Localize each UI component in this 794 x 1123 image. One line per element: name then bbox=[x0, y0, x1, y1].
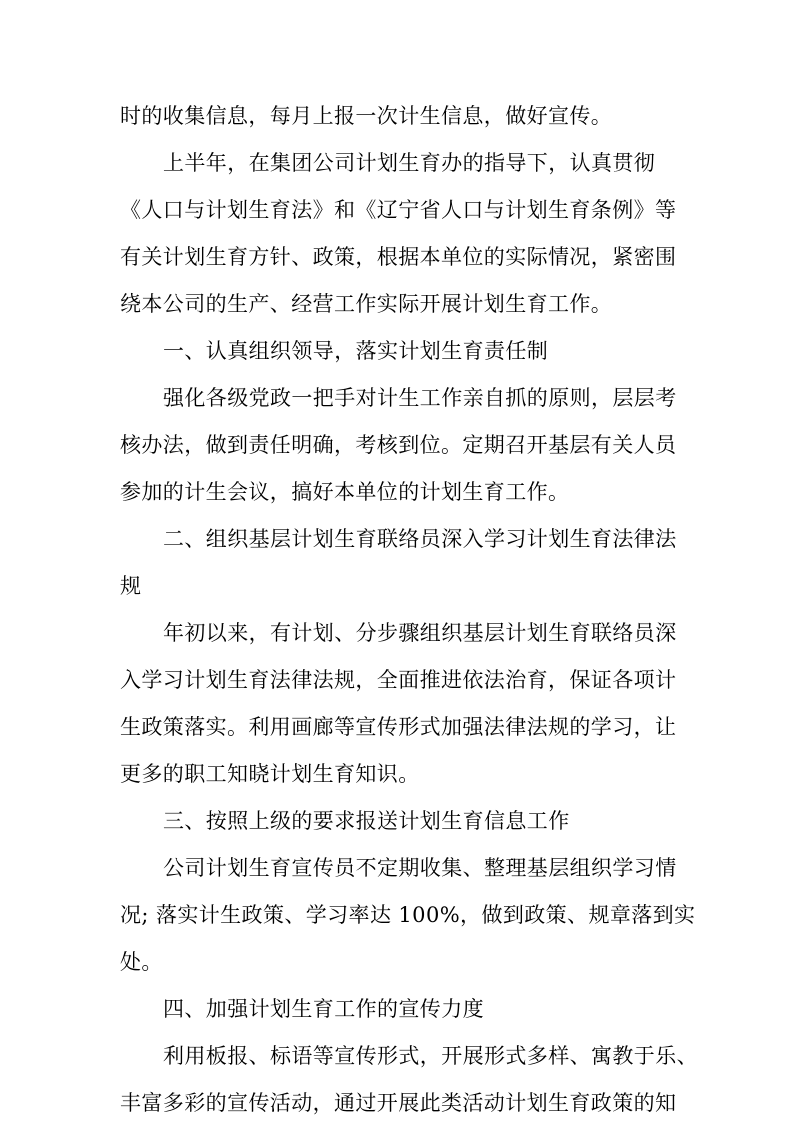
text-line: 参加的计生会议，搞好本单位的计划生育工作。 bbox=[120, 480, 570, 504]
section-heading-1: 一、认真组织领导，落实计划生育责任制 bbox=[163, 339, 549, 363]
paragraph-first-line: 强化各级党政一把手对计生工作亲自抓的原则，层层考 bbox=[163, 386, 677, 410]
text-line: 更多的职工知晓计划生育知识。 bbox=[120, 762, 420, 786]
text-line: 入学习计划生育法律法规，全面推进依法治育，保证各项计 bbox=[120, 668, 677, 692]
text-line: 丰富多彩的宣传活动，通过开展此类活动计划生育政策的知 bbox=[120, 1091, 677, 1115]
paragraph-first-line: 利用板报、标语等宣传形式，开展形式多样、寓教于乐、 bbox=[163, 1044, 698, 1068]
text-line: 况; 落实计生政策、学习率达 100%，做到政策、规章落到实 bbox=[120, 903, 696, 927]
text-line: 时的收集信息，每月上报一次计生信息，做好宣传。 bbox=[120, 104, 613, 128]
section-heading-2: 二、组织基层计划生育联络员深入学习计划生育法律法 bbox=[163, 527, 677, 551]
paragraph-first-line: 年初以来，有计划、分步骤组织基层计划生育联络员深 bbox=[163, 621, 677, 645]
section-heading-4: 四、加强计划生育工作的宣传力度 bbox=[163, 997, 484, 1021]
section-heading-2-cont: 规 bbox=[120, 574, 142, 598]
paragraph-first-line: 上半年，在集团公司计划生育办的指导下，认真贯彻 bbox=[163, 151, 656, 175]
text-line: 核办法，做到责任明确，考核到位。定期召开基层有关人员 bbox=[120, 433, 677, 457]
text-line: 绕本公司的生产、经营工作实际开展计划生育工作。 bbox=[120, 292, 613, 316]
section-heading-3: 三、按照上级的要求报送计划生育信息工作 bbox=[163, 809, 570, 833]
text-line: 生政策落实。利用画廊等宣传形式加强法律法规的学习，让 bbox=[120, 715, 677, 739]
text-line: 《人口与计划生育法》和《辽宁省人口与计划生育条例》等 bbox=[120, 198, 677, 222]
text-line: 有关计划生育方针、政策，根据本单位的实际情况，紧密围 bbox=[120, 245, 677, 269]
paragraph-first-line: 公司计划生育宣传员不定期收集、整理基层组织学习情 bbox=[163, 856, 677, 880]
text-line: 处。 bbox=[120, 950, 163, 974]
